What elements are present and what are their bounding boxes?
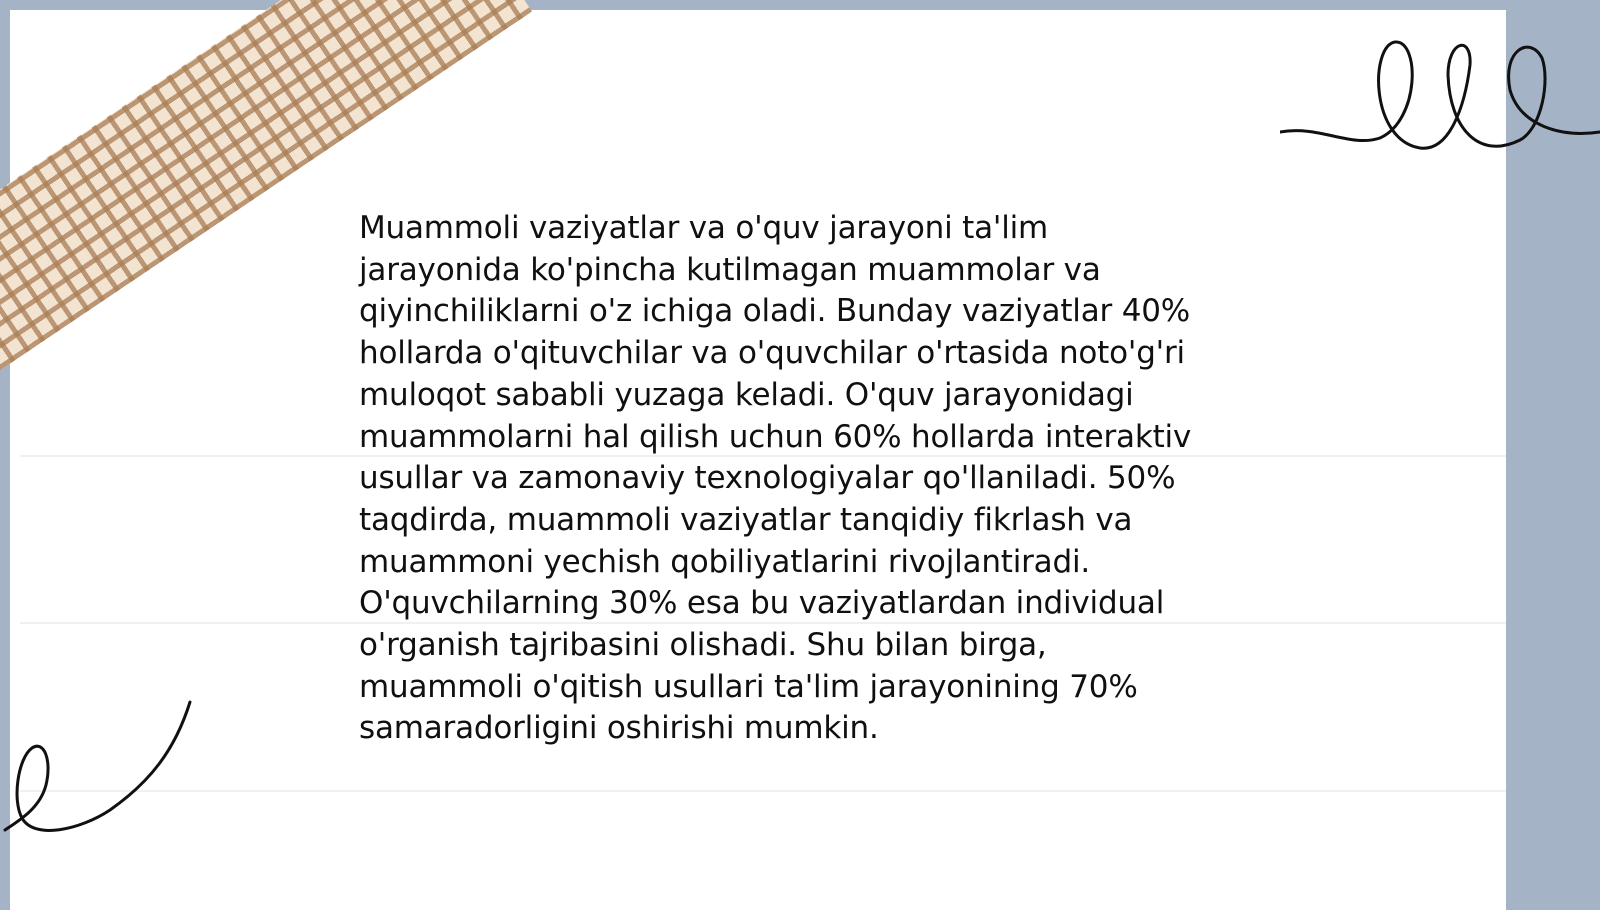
- text-line: muammoni yechish qobiliyatlarini rivojlantiradi.: [359, 543, 1091, 580]
- text-line: muammolarni hal qilish uchun 60% hollarda interaktiv: [359, 418, 1192, 455]
- text-line: hollarda o'qituvchilar va o'quvchilar o'rtasida noto'g'ri: [359, 335, 1185, 372]
- text-line: qiyinchiliklarni o'z ichiga oladi. Bunday vaziyatlar 40%: [359, 293, 1191, 330]
- ruled-line: [20, 790, 1506, 792]
- text-line: O'quvchilarning 30% esa bu vaziyatlardan individual: [359, 585, 1165, 622]
- text-line: muammoli o'qitish usullari ta'lim jarayonining 70%: [359, 668, 1138, 705]
- body-paragraph: [359, 208, 1259, 750]
- text-line: taqdirda, muammoli vaziyatlar tanqidiy fikrlash va: [359, 501, 1133, 538]
- text-line: Muammoli vaziyatlar va o'quv jarayoni ta'lim: [359, 210, 1049, 246]
- text-line: usullar va zamonaviy texnologiyalar qo'llaniladi. 50%: [359, 460, 1176, 497]
- loop-scribble-icon: [0, 690, 200, 850]
- text-line: muloqot sababli yuzaga keladi. O'quv jarayonidagi: [359, 376, 1134, 413]
- loop-scribble-icon: [1280, 30, 1600, 170]
- text-line: samaradorligini oshirishi mumkin.: [359, 710, 879, 747]
- text-line: o'rganish tajribasini olishadi. Shu bilan birga,: [359, 627, 1047, 664]
- text-line: jarayonida ko'pincha kutilmagan muammolar va: [359, 251, 1101, 288]
